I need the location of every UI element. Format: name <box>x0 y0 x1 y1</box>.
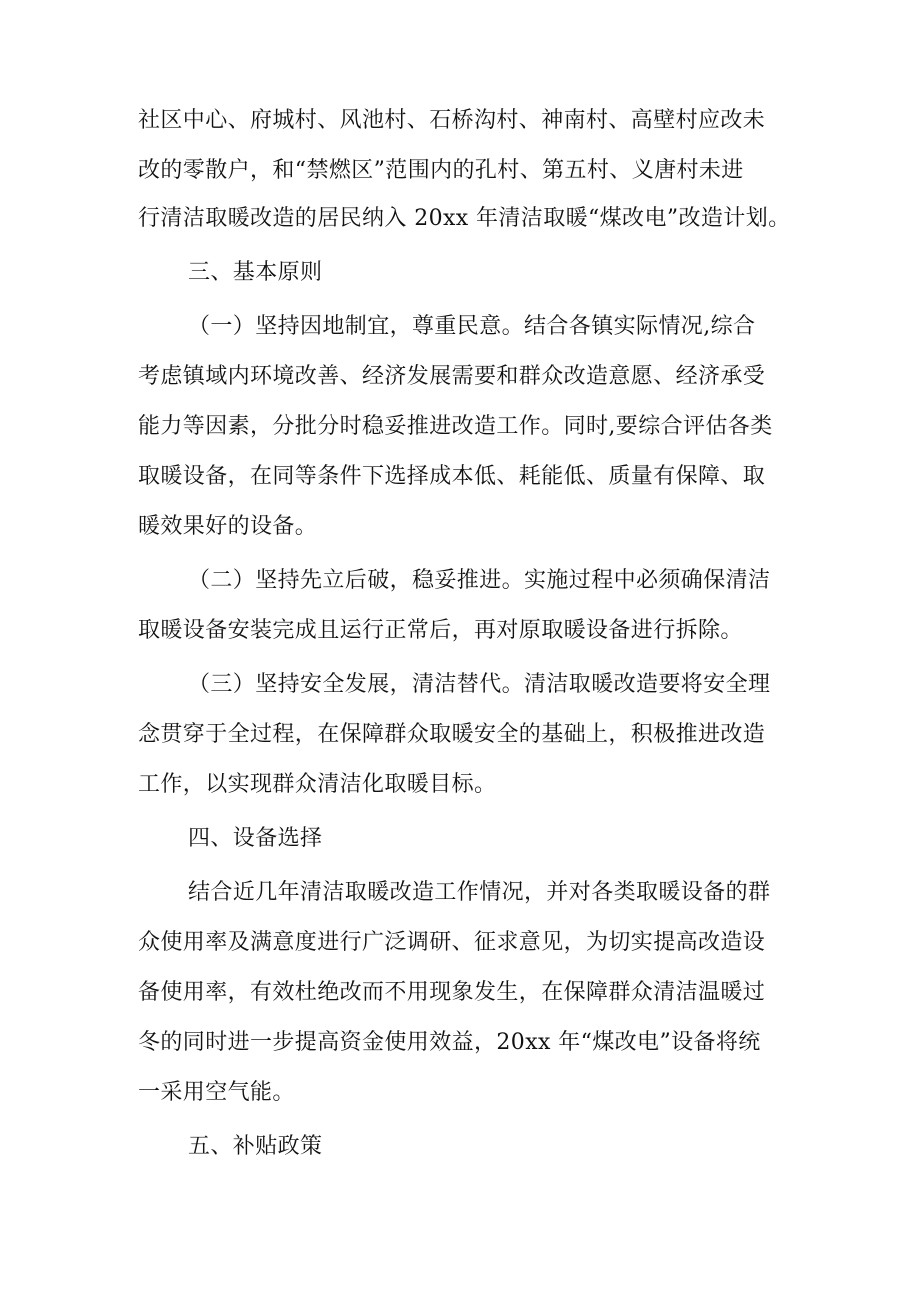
body-text-line: 念贯穿于全过程，在保障群众取暖安全的基础上，积极推进改造 <box>138 722 766 747</box>
body-text-line: 能力等因素，分批分时稳妥推进改造工作。同时,要综合评估各类 <box>138 414 773 439</box>
section-heading-equipment: 四、设备选择 <box>188 826 323 851</box>
body-text-line: 备使用率，有效杜绝改而不用现象发生，在保障群众清洁温暖过 <box>138 980 766 1005</box>
body-text-line: （一）坚持因地制宜，尊重民意。结合各镇实际情况,综合 <box>188 314 756 339</box>
body-text-line: 社区中心、府城村、风池村、石桥沟村、神南村、高壁村应改未 <box>138 108 766 133</box>
body-text-line: 冬的同时进一步提高资金使用效益，20xx 年“煤改电”设备将统 <box>138 1030 761 1055</box>
body-text-line: 改的零散户，和“禁燃区”范围内的孔村、第五村、义唐村未进 <box>138 158 744 183</box>
body-text-line: 取暖设备安装完成且运行正常后，再对原取暖设备进行拆除。 <box>138 618 743 643</box>
body-text-line: 工作，以实现群众清洁化取暖目标。 <box>138 772 497 797</box>
body-text-line: 暖效果好的设备。 <box>138 514 318 539</box>
section-heading-subsidy: 五、补贴政策 <box>188 1134 323 1159</box>
body-text-line: 众使用率及满意度进行广泛调研、征求意见，为切实提高改造设 <box>138 930 766 955</box>
body-text-line: （二）坚持先立后破，稳妥推进。实施过程中必须确保清洁 <box>188 568 771 593</box>
body-text-line: 行清洁取暖改造的居民纳入 20xx 年清洁取暖“煤改电”改造计划。 <box>138 206 791 231</box>
body-text-line: 考虑镇域内环境改善、经济发展需要和群众改造意愿、经济承受 <box>138 364 766 389</box>
body-text-line: 取暖设备，在同等条件下选择成本低、耗能低、质量有保障、取 <box>138 464 766 489</box>
body-text-line: 一采用空气能。 <box>138 1080 295 1105</box>
section-heading-principles: 三、基本原则 <box>188 260 323 285</box>
body-text-line: （三）坚持安全发展，清洁替代。清洁取暖改造要将安全理 <box>188 672 771 697</box>
body-text-line: 结合近几年清洁取暖改造工作情况，并对各类取暖设备的群 <box>188 880 771 905</box>
